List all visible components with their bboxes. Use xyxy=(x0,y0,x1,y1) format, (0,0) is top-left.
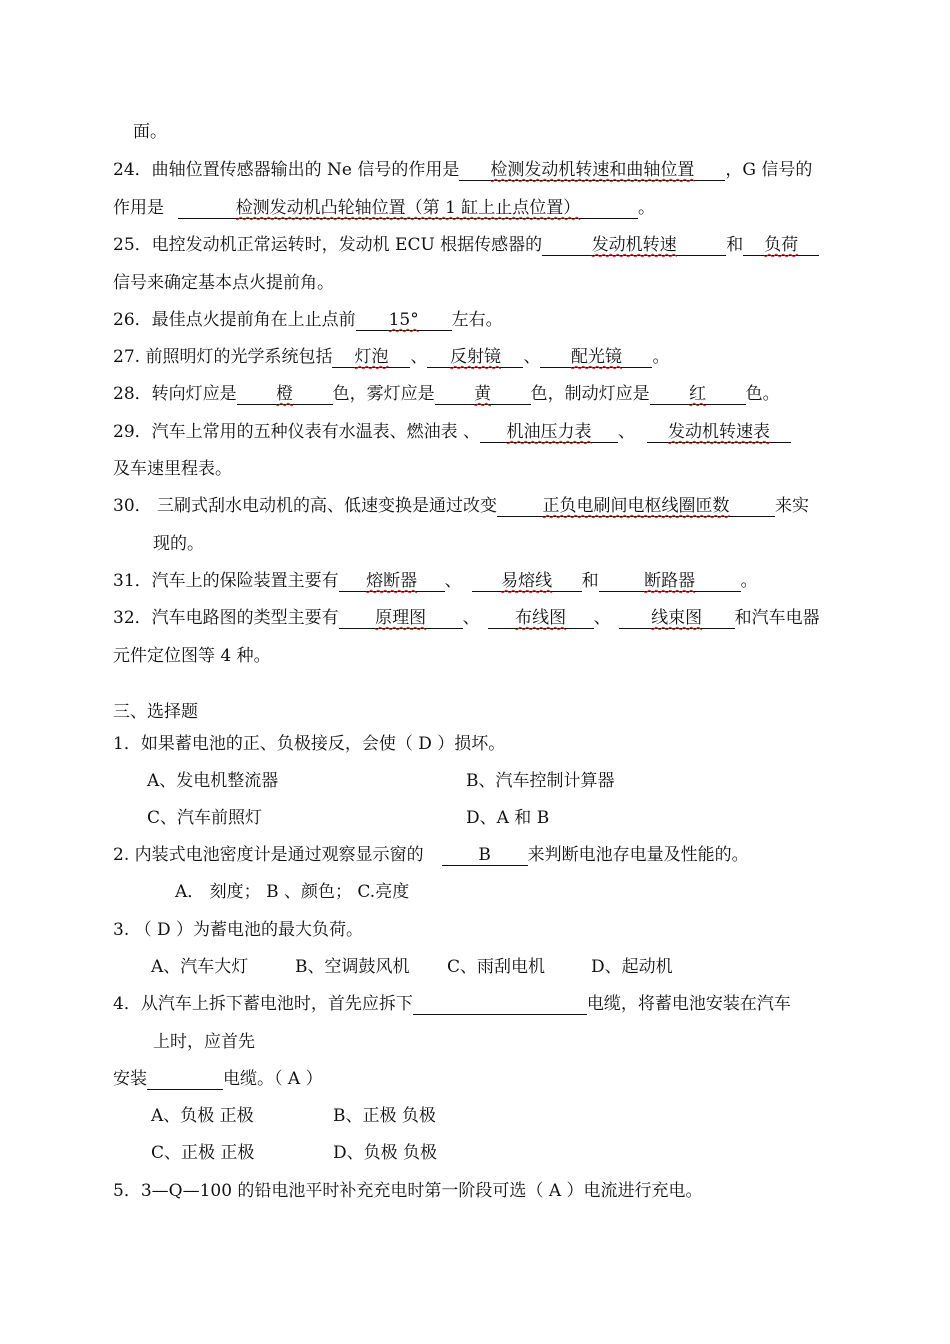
q26-text: 26．最佳点火提前角在上止点前 xyxy=(113,310,356,330)
question-27 xyxy=(113,346,669,368)
question-30-line-2: 现的。 xyxy=(153,534,204,554)
q25-text: 25．电控发动机正常运转时，发动机 ECU 根据传感器的 xyxy=(113,235,543,255)
c4-option-c: C、正极 正极 xyxy=(151,1143,255,1163)
c2-options: A． 刻度； B 、颜色； C.亮度 xyxy=(175,882,410,902)
question-31 xyxy=(113,570,758,592)
q24-answer-2: 检测发动机凸轮轴位置（第 1 缸上止点位置） xyxy=(235,198,581,218)
question-29 xyxy=(113,421,791,443)
question-24 xyxy=(113,159,812,181)
c4-text: 4．从汽车上拆下蓄电池时，首先应拆下 xyxy=(113,994,413,1014)
q27-answer-1: 灯泡 xyxy=(354,347,389,367)
choice-question-4 xyxy=(113,993,791,1015)
q30-answer: 正负电刷间电枢线圈匝数 xyxy=(542,496,730,516)
c4-end: 电缆，将蓄电池安装在汽车 xyxy=(586,994,791,1014)
c4-option-d: D、负极 负极 xyxy=(333,1143,438,1163)
q26-answer: 15° xyxy=(388,310,419,330)
q28-answer-3: 红 xyxy=(689,384,707,404)
q31-answer-2: 易熔线 xyxy=(501,571,553,591)
q25-answer-2: 负荷 xyxy=(764,235,799,255)
c3-option-b: B、空调鼓风机 xyxy=(295,957,410,977)
q31-text: 31．汽车上的保险装置主要有 xyxy=(113,571,339,591)
q28-text-3: 色，制动灯应是 xyxy=(530,384,650,404)
q27-end: 。 xyxy=(652,347,670,367)
c4-line3-end: 电缆。（ A ） xyxy=(223,1069,323,1089)
q24-end: 。 xyxy=(638,198,655,218)
q28-answer-2: 黄 xyxy=(474,384,492,404)
q32-blank-1 xyxy=(339,608,463,629)
q29-answer-1: 机油压力表 xyxy=(506,422,592,442)
q32-answer-1: 原理图 xyxy=(375,608,427,628)
continuation-line: 面。 xyxy=(133,122,167,142)
q30-blank xyxy=(497,496,775,517)
q25-blank-2 xyxy=(743,235,819,256)
q27-sep-2: 、 xyxy=(523,347,541,367)
q29-answer-2: 发动机转速表 xyxy=(668,422,771,442)
question-25 xyxy=(113,234,819,256)
q32-sep-2: 、 xyxy=(593,608,611,628)
q28-text: 28．转向灯应是 xyxy=(113,384,237,404)
section-heading: 三、选择题 xyxy=(113,702,198,722)
q27-answer-3: 配光镜 xyxy=(570,347,622,367)
q27-blank-2 xyxy=(427,347,523,368)
choice-question-5: 5．3—Q—100 的铅电池平时补充充电时第一阶段可选（ A ）电流进行充电。 xyxy=(113,1181,703,1201)
q32-answer-3: 线束图 xyxy=(651,608,703,628)
q29-blank-2 xyxy=(647,422,791,443)
c2-end: 来判断电池存电量及性能的。 xyxy=(527,845,749,865)
q31-end: 。 xyxy=(740,571,758,591)
q24-answer-1: 检测发动机转速和曲轴位置 xyxy=(490,160,695,180)
q32-text: 32．汽车电路图的类型主要有 xyxy=(113,608,339,628)
q32-blank-2 xyxy=(488,608,594,629)
c2-blank xyxy=(442,845,528,866)
q28-text-2: 色，雾灯应是 xyxy=(332,384,435,404)
q28-blank-2 xyxy=(435,384,531,405)
q31-blank-2 xyxy=(472,571,582,592)
q29-text: 29．汽车上常用的五种仪表有水温表、燃油表 、 xyxy=(113,422,481,442)
q24-mid: ，G 信号的 xyxy=(725,160,813,180)
q30-text: 30． 三刷式刮水电动机的高、低速变换是通过改变 xyxy=(113,496,498,516)
q28-blank-1 xyxy=(237,384,333,405)
q27-sep-1: 、 xyxy=(410,347,428,367)
choice-question-1: 1．如果蓄电池的正、负极接反，会使（ D ）损坏。 xyxy=(113,734,506,754)
q29-blank-1 xyxy=(480,422,618,443)
c3-option-d: D、起动机 xyxy=(591,957,673,977)
c4-line-3 xyxy=(113,1068,323,1090)
c1-option-a: A、发电机整流器 xyxy=(147,771,279,791)
c4-blank-1 xyxy=(413,994,587,1015)
q28-blank-3 xyxy=(650,384,746,405)
q25-answer-1: 发动机转速 xyxy=(591,235,677,255)
q31-blank-3 xyxy=(599,571,741,592)
question-32-line-2: 元件定位图等 4 种。 xyxy=(113,646,271,666)
c4-option-b: B、正极 负极 xyxy=(333,1106,436,1126)
c2-answer: B xyxy=(478,845,491,865)
c1-option-b: B、汽车控制计算器 xyxy=(466,771,615,791)
q31-answer-1: 熔断器 xyxy=(366,571,418,591)
question-24-line-2 xyxy=(113,197,655,219)
question-25-line-2: 信号来确定基本点火提前角。 xyxy=(113,273,334,293)
q27-text: 27. 前照明灯的光学系统包括 xyxy=(113,347,333,367)
q32-end: 和汽车电器 xyxy=(734,608,820,628)
c4-line3-text: 安装 xyxy=(113,1069,147,1089)
q30-end: 来实 xyxy=(775,496,810,516)
q31-sep-1: 、 xyxy=(444,571,462,591)
question-29-line-2: 及车速里程表。 xyxy=(113,459,232,479)
question-26 xyxy=(113,309,503,331)
q31-answer-3: 断路器 xyxy=(644,571,696,591)
c4-option-a: A、负极 正极 xyxy=(151,1106,254,1126)
q24-blank-1 xyxy=(459,160,725,181)
q29-sep: 、 xyxy=(618,422,636,442)
q32-answer-2: 布线图 xyxy=(515,608,567,628)
q32-sep-1: 、 xyxy=(462,608,480,628)
q31-mid: 和 xyxy=(581,571,599,591)
question-28 xyxy=(113,383,780,405)
c4-blank-2 xyxy=(147,1069,223,1090)
q31-blank-1 xyxy=(339,571,445,592)
q25-mid: 和 xyxy=(726,235,744,255)
q26-end: 左右。 xyxy=(451,310,503,330)
c2-text: 2. 内装式电池密度计是通过观察显示窗的 xyxy=(113,845,424,865)
choice-question-3: 3. （ D ）为蓄电池的最大负荷。 xyxy=(113,920,364,940)
q26-blank xyxy=(356,310,452,331)
q27-blank-3 xyxy=(540,347,652,368)
c1-option-c: C、汽车前照灯 xyxy=(147,808,263,828)
q28-end: 色。 xyxy=(745,384,780,404)
q25-blank-1 xyxy=(542,235,726,256)
question-32 xyxy=(113,607,820,629)
c1-option-d: D、A 和 B xyxy=(466,808,550,828)
question-30 xyxy=(113,495,809,517)
q24-line2-text: 作用是 xyxy=(113,198,164,218)
q27-blank-1 xyxy=(332,347,410,368)
c3-option-a: A、汽车大灯 xyxy=(151,957,249,977)
c3-option-c: C、雨刮电机 xyxy=(447,957,546,977)
q32-blank-3 xyxy=(619,608,735,629)
q24-blank-2 xyxy=(178,198,638,219)
choice-question-2 xyxy=(113,844,749,866)
q28-answer-1: 橙 xyxy=(276,384,294,404)
q24-text: 24．曲轴位置传感器输出的 Ne 信号的作用是 xyxy=(113,160,460,180)
q27-answer-2: 反射镜 xyxy=(449,347,501,367)
c4-line-2: 上时，应首先 xyxy=(153,1032,255,1052)
